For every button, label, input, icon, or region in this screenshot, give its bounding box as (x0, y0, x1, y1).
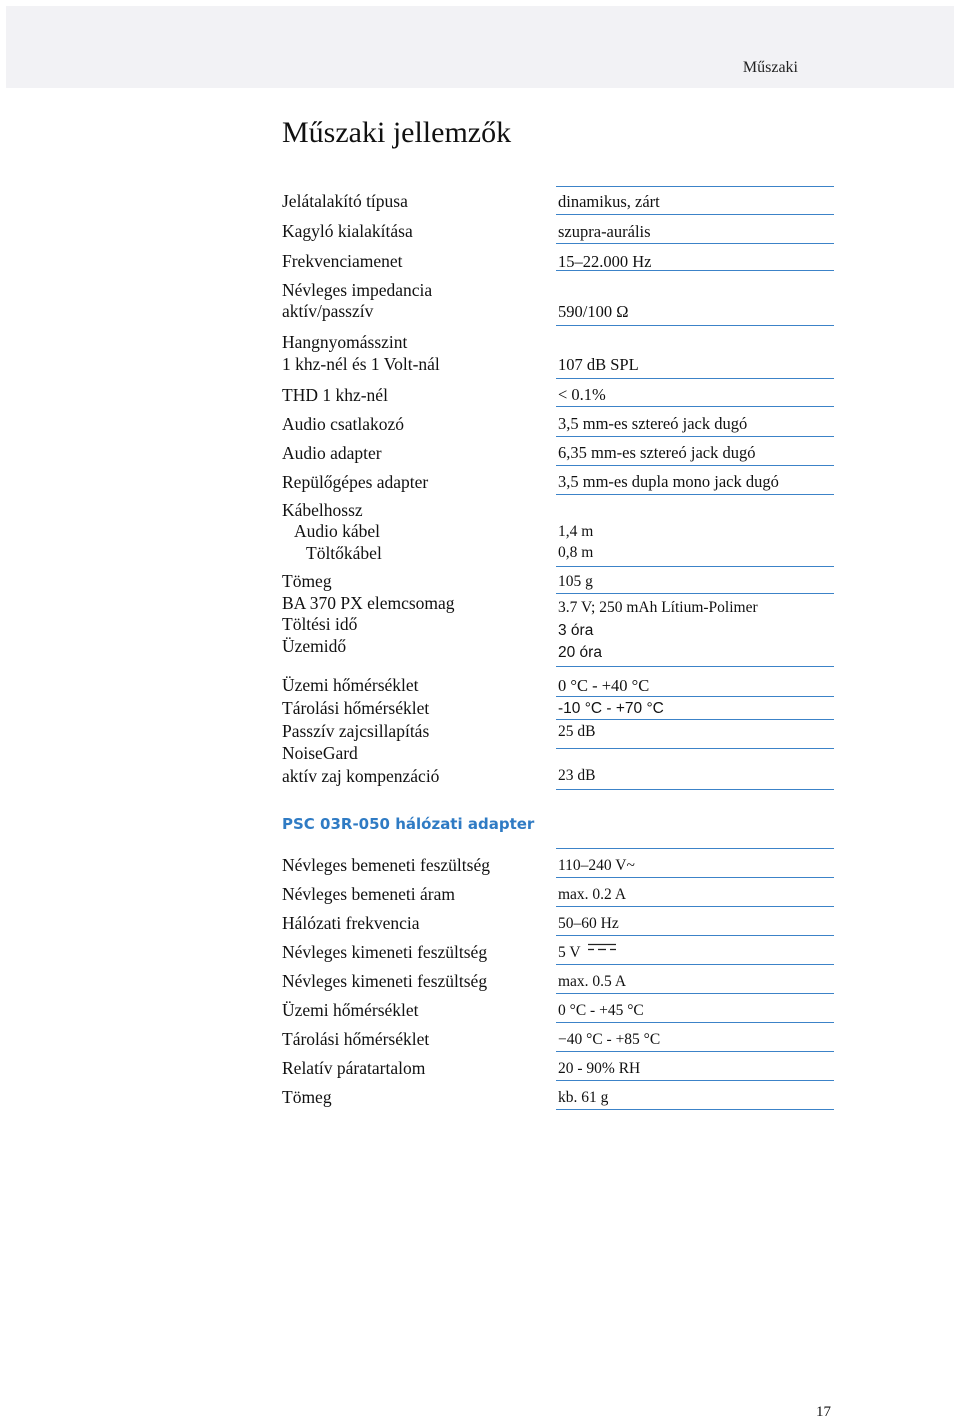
spec-label: Tárolási hőmérséklet (282, 698, 430, 718)
divider (556, 566, 834, 567)
divider (556, 186, 834, 187)
spec-label: NoiseGard (282, 743, 358, 763)
divider (556, 666, 834, 667)
spec-label: BA 370 PX elemcsomag (282, 593, 455, 613)
dc-current-icon (587, 943, 617, 951)
spec-value: 1,4 m (558, 523, 594, 540)
spec-value: 15–22.000 Hz (558, 252, 652, 271)
divider (556, 436, 834, 437)
divider (556, 593, 834, 594)
spec-label: Repülőgépes adapter (282, 472, 429, 492)
divider (556, 1022, 834, 1023)
spec-value: 0,8 m (558, 544, 594, 561)
spec-label: Kábelhossz (282, 500, 363, 520)
divider (556, 1109, 834, 1110)
spec-value: 107 dB SPL (558, 355, 639, 374)
spec-label: Töltési idő (282, 614, 358, 634)
spec-value: dinamikus, zárt (558, 192, 660, 211)
divider (556, 696, 834, 697)
divider (556, 848, 834, 849)
spec-value: 3,5 mm-es sztereó jack dugó (558, 414, 748, 433)
divider (556, 789, 834, 790)
spec-value: −40 °C - +85 °C (558, 1031, 661, 1048)
spec-value: 3.7 V; 250 mAh Lítium-Polimer (558, 599, 758, 616)
spec-label: Hálózati frekvencia (282, 913, 420, 933)
divider (556, 270, 834, 271)
spec-value: max. 0.2 A (558, 886, 627, 903)
divider (556, 465, 834, 466)
spec-value: kb. 61 g (558, 1089, 609, 1106)
spec-label: Tárolási hőmérséklet (282, 1029, 430, 1049)
spec-value: 0 °C - +45 °C (558, 1002, 644, 1019)
spec-label: 1 khz-nél és 1 Volt-nál (282, 354, 440, 374)
spec-value: 110–240 V~ (558, 857, 635, 874)
spec-label: Névleges bemeneti feszültség (282, 855, 490, 875)
divider (556, 243, 834, 244)
divider (556, 993, 834, 994)
spec-value: 50–60 Hz (558, 915, 619, 932)
spec-value: 25 dB (558, 723, 596, 740)
spec-label: Audio adapter (282, 443, 382, 463)
divider (556, 1080, 834, 1081)
divider (556, 406, 834, 407)
spec-label: Üzemi hőmérséklet (282, 1000, 419, 1020)
spec-label: Relatív páratartalom (282, 1058, 426, 1078)
divider (556, 877, 834, 878)
adapter-section-title: PSC 03R-050 hálózati adapter (282, 815, 535, 833)
spec-value: 6,35 mm-es sztereó jack dugó (558, 443, 756, 462)
spec-label: Jelátalakító típusa (282, 191, 408, 211)
spec-label: Frekvenciamenet (282, 251, 403, 271)
divider (556, 1051, 834, 1052)
spec-label: Töltőkábel (306, 543, 382, 563)
divider (556, 494, 834, 495)
spec-value: 590/100 Ω (558, 302, 629, 321)
spec-label: Üzemi hőmérséklet (282, 675, 419, 695)
spec-value: 23 dB (558, 767, 596, 784)
spec-label: Kagyló kialakítása (282, 221, 413, 241)
spec-label: Névleges kimeneti feszültség (282, 971, 488, 991)
spec-label: THD 1 khz-nél (282, 385, 388, 405)
spec-value: max. 0.5 A (558, 973, 627, 990)
divider (556, 906, 834, 907)
spec-value: < 0.1% (558, 385, 606, 404)
section-label: Műszaki (742, 59, 798, 76)
spec-value: 20 óra (558, 644, 602, 661)
spec-label: Audio kábel (294, 521, 381, 541)
spec-value: szupra-aurális (558, 222, 651, 241)
spec-value: 3,5 mm-es dupla mono jack dugó (558, 472, 779, 491)
spec-label: aktív/passzív (282, 301, 374, 321)
spec-label: Audio csatlakozó (282, 414, 404, 434)
divider (556, 378, 834, 379)
divider (556, 214, 834, 215)
spec-label: Passzív zajcsillapítás (282, 721, 430, 741)
spec-label: Tömeg (282, 1087, 332, 1107)
header-band (6, 6, 954, 88)
spec-label: Hangnyomásszint (282, 332, 408, 352)
divider (556, 935, 834, 936)
spec-label: Tömeg (282, 571, 332, 591)
spec-value: 0 °C - +40 °C (558, 676, 650, 695)
spec-label: Üzemidő (282, 636, 347, 656)
divider (556, 964, 834, 965)
divider (556, 325, 834, 326)
spec-value-text: 5 V (558, 944, 581, 961)
spec-label: Névleges bemeneti áram (282, 884, 455, 904)
spec-label: Névleges impedancia (282, 280, 433, 300)
divider (556, 748, 834, 749)
spec-value (558, 942, 617, 964)
spec-value: -10 °C - +70 °C (558, 700, 664, 717)
page-number: 17 (816, 1404, 831, 1420)
spec-value: 20 - 90% RH (558, 1060, 641, 1077)
spec-value: 3 óra (558, 622, 594, 639)
divider (556, 719, 834, 720)
spec-label: Névleges kimeneti feszültség (282, 942, 488, 962)
page-title: Műszaki jellemzők (282, 116, 512, 149)
spec-value: 105 g (558, 573, 593, 590)
spec-label: aktív zaj kompenzáció (282, 766, 440, 786)
